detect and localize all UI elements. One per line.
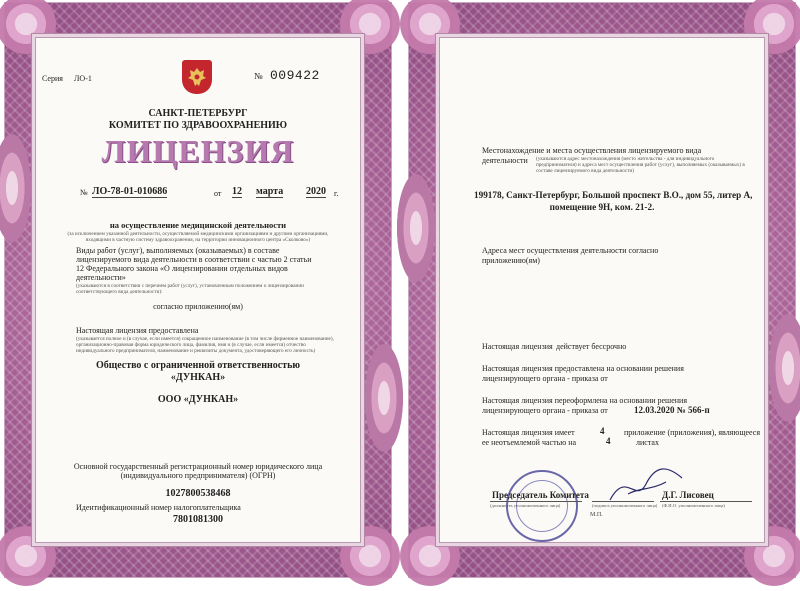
- license-number: ЛО-78-01-010686: [92, 186, 168, 197]
- works-note: (указываются в соответствии с перечнем работ (услуг), установленным положением о лицензировании соответствующего вида деятельности):: [76, 283, 304, 295]
- ogrn-label-2: (индивидуального предпринимателя) (ОГРН): [120, 471, 276, 480]
- reissued-basis-1: Настоящая лицензия переоформлена на основании решения: [482, 396, 688, 405]
- location-note: (указываются адрес местонахождения (место жительства - для индивидуального предпринимателя) и адреса мест осуществления работ (услуг), выполняемых (оказываемых) в составе лицензируемого вида деятельности): [536, 156, 745, 174]
- appendix-text-2: приложение (приложения), являющееся: [624, 428, 761, 437]
- authority-line-2: КОМИТЕТ ПО ЗДРАВООХРАНЕНИЮ: [108, 120, 288, 131]
- works-text-3: 12 Федерального закона «О лицензировании отдельных видов: [76, 264, 288, 273]
- sign-caption-name: (Ф.И.О. уполномоченного лица): [662, 503, 725, 508]
- org-full-name-line-2: «ДУНКАН»: [170, 372, 226, 383]
- ornament-side: [765, 303, 800, 433]
- date-from-label: от: [214, 189, 222, 198]
- inn-value: 7801081300: [173, 514, 223, 525]
- appendix-count: 4: [600, 426, 605, 436]
- signer-name: Д.Г. Лисовец: [662, 490, 714, 500]
- ogrn-label-1: Основной государственный регистрационный номер юридического лица: [73, 462, 323, 471]
- name-line: [660, 501, 752, 502]
- sign-caption-role: (должность уполномоченного лица): [490, 503, 561, 508]
- series-value: ЛО-1: [74, 74, 92, 83]
- ornament-side: [393, 163, 439, 293]
- granted-text: Настоящая лицензия предоставлена: [76, 326, 199, 335]
- reissued-basis-2: лицензирующего органа - приказа от: [482, 406, 608, 415]
- works-value: согласно приложению(ям): [153, 302, 243, 311]
- license-number-sign: №: [80, 188, 88, 197]
- date-day: 12: [232, 186, 242, 197]
- works-text-1: Виды работ (услуг), выполняемых (оказываемых) в составе: [76, 246, 280, 255]
- appendix-text-3: ее неотъемлемой частью на: [482, 438, 577, 447]
- appendix-sheets: 4: [606, 436, 611, 446]
- org-full-name-line-1: Общество с ограниченной ответственностью: [95, 360, 301, 371]
- ornament-side: [0, 123, 35, 253]
- places-text-2: приложению(ям): [482, 256, 540, 265]
- license-front-page: [4, 2, 392, 578]
- activity-note: (за исключением указанной деятельности, осуществляемой медицинскими организациями и другими организациями, входящими в частную систему здравоохранения, на территории инновационного центра «Сколково»): [67, 231, 329, 243]
- sign-caption-signature: (подпись уполномоченного лица): [592, 503, 658, 508]
- signature-line: [592, 501, 654, 502]
- places-text-1: Адреса мест осуществления деятельности согласно: [482, 246, 659, 255]
- front-inner-panel: [35, 37, 361, 543]
- document-title: ЛИЦЕНЗИЯ: [101, 133, 295, 169]
- date-month: марта: [256, 186, 284, 197]
- coat-of-arms-emblem: [182, 60, 212, 94]
- granted-basis-1: Настоящая лицензия предоставлена на основании решения: [482, 364, 684, 373]
- appendix-text-4: листах: [636, 438, 659, 447]
- number-sign: №: [254, 71, 263, 81]
- date-suffix: г.: [334, 189, 339, 198]
- address-line-2: помещение 9Н, ком. 21-2.: [549, 202, 655, 212]
- appendix-text-1: Настоящая лицензия имеет: [482, 428, 575, 437]
- location-text-1: Местонахождение и места осуществления лицензируемого вида: [482, 146, 702, 155]
- back-inner-panel: [439, 37, 765, 543]
- license-back-page: [408, 2, 796, 578]
- authority-line-1: САНКТ-ПЕТЕРБУРГ: [148, 108, 248, 119]
- ornament-side: [361, 333, 407, 463]
- granted-basis-2: лицензирующего органа - приказа от: [482, 374, 608, 383]
- validity-value: действует бессрочно: [556, 342, 627, 351]
- org-short-name: ООО «ДУНКАН»: [157, 394, 239, 405]
- signer-role: Председатель Комитета: [492, 490, 589, 500]
- granted-note: (указывается полное и (в случае, если имеется) сокращенное наименование (в том числе фирменное наименование), организационно-правовая форма юридического лица, фамилия, имя и (в случае, если имеется) отчество индивидуального предпринимателя, наименование и реквизиты документа, удостоверяющего его личность): [76, 336, 334, 354]
- ogrn-value: 1027800538468: [165, 488, 231, 499]
- works-text-2: лицензируемого вида деятельности в соответствии с частью 2 статьи: [76, 255, 312, 264]
- reissued-order: 12.03.2020 № 566-п: [634, 405, 710, 415]
- inn-label: Идентификационный номер налогоплательщика: [76, 503, 241, 512]
- address-line-1: 199178, Санкт-Петербург, Большой проспект В.О., дом 55, литер А,: [474, 190, 753, 200]
- activity-type: на осуществление медицинской деятельности: [109, 220, 287, 230]
- role-line: [490, 501, 582, 502]
- validity-prefix: Настоящая лицензия: [482, 342, 553, 351]
- location-text-2: деятельности: [482, 156, 528, 165]
- series-label: Серия: [42, 74, 63, 83]
- stamp-place-mark: М.П.: [590, 512, 603, 518]
- form-number: 009422: [270, 68, 320, 83]
- double-eagle-icon: [187, 66, 207, 88]
- works-text-4: деятельности»: [76, 273, 126, 282]
- date-year: 2020: [306, 186, 326, 197]
